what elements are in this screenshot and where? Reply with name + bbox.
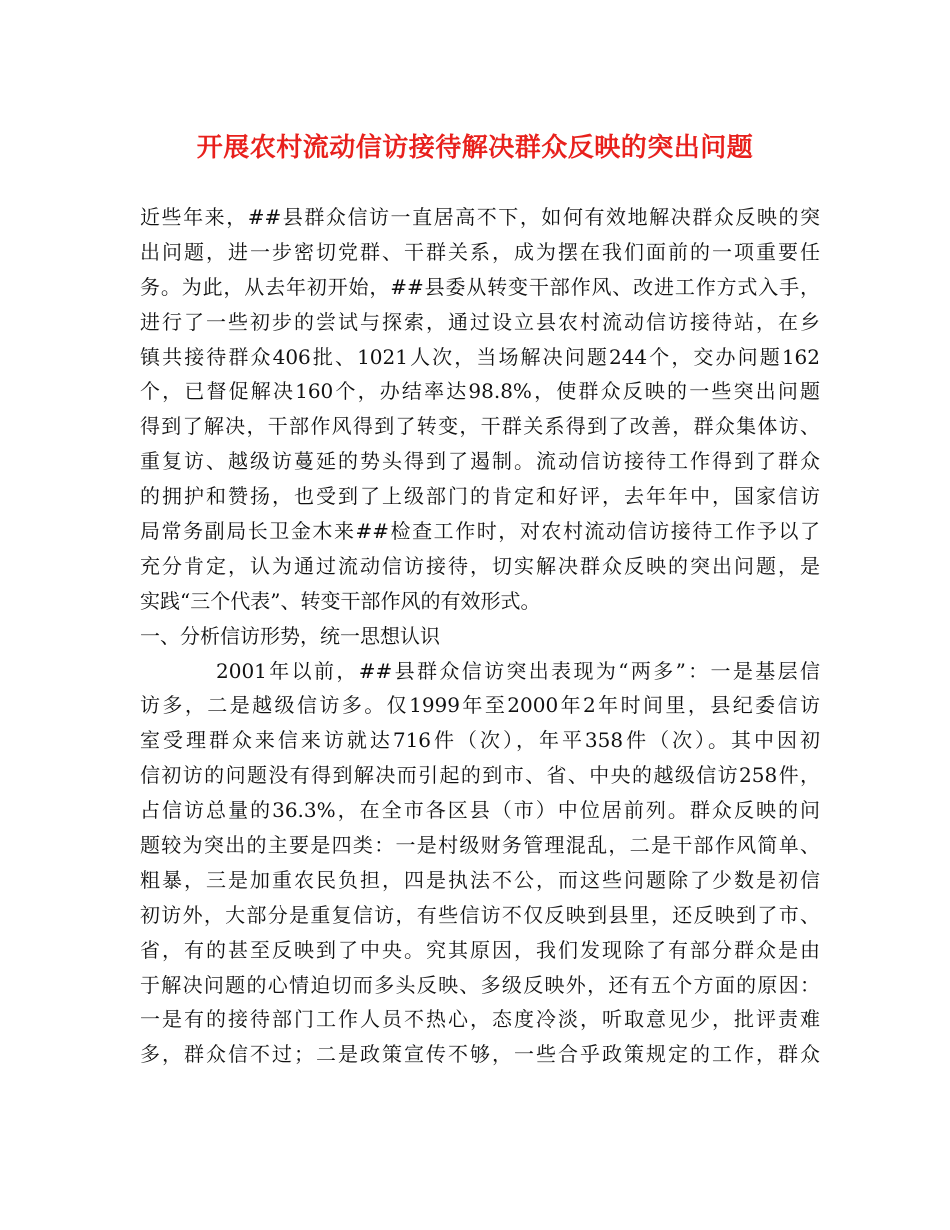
paragraph-1-line-10: 局常务副局长卫金木来##检查工作时，对农村流动信访接待工作予以了	[140, 519, 820, 544]
paragraph-2-line-9: 省，有的甚至反映到了中央。究其原因，我们发现除了有部分群众是由	[140, 937, 820, 962]
document-title: 开展农村流动信访接待解决群众反映的突出问题	[196, 133, 754, 163]
paragraph-2-line-7: 粗暴，三是加重农民负担，四是执法不公，而这些问题除了少数是初信	[140, 867, 820, 892]
document-body	[140, 200, 820, 1072]
paragraph-2-line-8: 初访外，大部分是重复信访，有些信访不仅反映到县里，还反映到了市、	[140, 902, 820, 927]
paragraph-2-line-10: 于解决问题的心情迫切而多头反映、多级反映外，还有五个方面的原因：	[140, 972, 820, 997]
paragraph-2-line-1: 2001年以前，##县群众信访突出表现为“两多”：一是基层信	[216, 658, 820, 683]
section-1-heading: 一、分析信访形势，统一思想认识	[140, 623, 440, 648]
paragraph-1-line-9: 的拥护和赞扬，也受到了上级部门的肯定和好评，去年年中，国家信访	[140, 484, 820, 509]
paragraph-1-line-11: 充分肯定，认为通过流动信访接待，切实解决群众反映的突出问题，是	[140, 553, 820, 578]
paragraph-1-line-6: 个，已督促解决160个，办结率达98.8%，使群众反映的一些突出问题	[140, 379, 820, 404]
paragraph-2-line-6: 题较为突出的主要是四类：一是村级财务管理混乱，二是干部作风简单、	[140, 833, 820, 858]
paragraph-2-line-3: 室受理群众来信来访就达716件（次），年平358件（次）。其中因初	[140, 728, 820, 753]
paragraph-2-line-4: 信初访的问题没有得到解决而引起的到市、省、中央的越级信访258件，	[140, 763, 820, 788]
paragraph-1-line-8: 重复访、越级访蔓延的势头得到了遏制。流动信访接待工作得到了群众	[140, 449, 820, 474]
paragraph-1-line-1: 近些年来，##县群众信访一直居高不下，如何有效地解决群众反映的突	[140, 205, 820, 229]
paragraph-2-line-5: 占信访总量的36.3%，在全市各区县（市）中位居前列。群众反映的问	[140, 798, 820, 823]
paragraph-1-line-5: 镇共接待群众406批、1021人次，当场解决问题244个，交办问题162	[140, 344, 820, 369]
paragraph-2-line-2: 访多，二是越级信访多。仅1999年至2000年2年时间里，县纪委信访	[140, 693, 820, 718]
paragraph-2-line-12: 多，群众信不过；二是政策宣传不够，一些合乎政策规定的工作，群众	[140, 1042, 820, 1067]
paragraph-1-line-2: 出问题，进一步密切党群、干群关系，成为摆在我们面前的一项重要任	[140, 239, 820, 264]
paragraph-1-line-4: 进行了一些初步的尝试与探索，通过设立县农村流动信访接待站，在乡	[140, 309, 820, 334]
paragraph-1-line-3: 务。为此，从去年初开始，##县委从转变干部作风、改进工作方式入手，	[140, 274, 820, 299]
paragraph-1-line-12: 实践“三个代表”、转变干部作风的有效形式。	[140, 588, 541, 613]
paragraph-2-line-11: 一是有的接待部门工作人员不热心，态度冷淡，听取意见少，批评责难	[140, 1007, 820, 1032]
paragraph-1-line-7: 得到了解决，干部作风得到了转变，干群关系得到了改善，群众集体访、	[140, 414, 820, 439]
